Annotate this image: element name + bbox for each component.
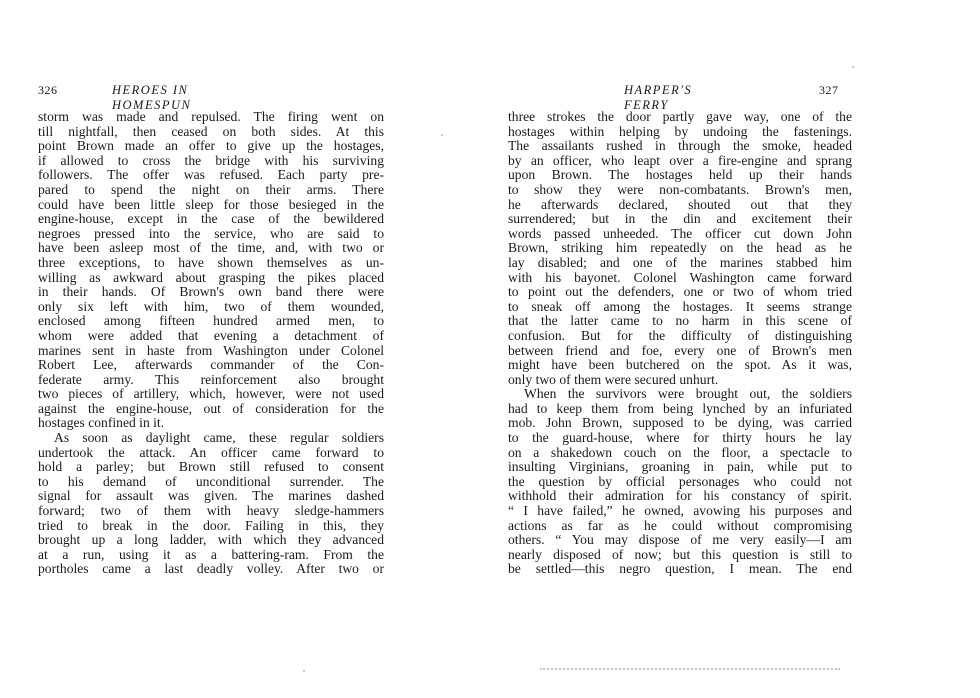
text-line: “ I have failed,” he owned, avowing his purposes and (508, 503, 852, 519)
scan-speck (852, 66, 854, 68)
text-line: negroes pressed into the service, who are said to (38, 225, 384, 241)
left-page-body (38, 110, 384, 577)
text-line: point Brown made an offer to give up the hostages, (38, 138, 384, 154)
running-head: HARPER'S FERRY (624, 83, 693, 112)
text-line: federate army. This reinforcement also brought (38, 371, 384, 387)
text-line: withhold their admiration for his constancy of spirit. (508, 488, 852, 504)
text-line: only two of them were secured unhurt. (508, 371, 719, 387)
text-line: Brown, striking him repeatedly on the head as he (508, 240, 852, 256)
text-line: that the latter came to no harm in this scene of (508, 313, 852, 329)
text-line: The assailants rushed in through the smoke, headed (508, 138, 852, 154)
text-line: against the engine-house, out of consideration for the (38, 400, 384, 416)
text-line: if allowed to cross the bridge with his surviving (38, 152, 384, 168)
text-line: have been asleep most of the time, and, with two or (38, 240, 384, 256)
text-line: whom were added that evening a detachment of (38, 327, 384, 343)
text-line: to show they were non-combatants. Brown's men, (508, 181, 852, 197)
text-line: till nightfall, then ceased on both sides. At this (38, 123, 384, 139)
text-line: others. “ You may dispose of me very easily—I am (508, 532, 852, 548)
text-line: upon Brown. The hostages held up their hands (508, 167, 852, 183)
scan-speck (303, 670, 305, 672)
right-page (490, 0, 980, 698)
scan-speck (441, 134, 443, 136)
text-line: by an officer, who leapt over a fire-engine and sprang (508, 152, 852, 168)
text-line: at a run, using it as a battering-ram. From the (38, 546, 384, 562)
text-line: confusion. But for the difficulty of distinguishing (508, 327, 852, 343)
text-line: two pieces of artillery, which, however, were not used (38, 386, 384, 402)
text-line: three exceptions, to have shown themselves as un- (38, 254, 384, 270)
page-number: 326 (38, 83, 58, 97)
text-line: marines sent in haste from Washington under Colonel (38, 342, 384, 358)
text-line: in their hands. Of Brown's own band there were (38, 284, 384, 300)
text-line: between friend and foe, every one of Brown's men (508, 342, 852, 358)
running-head: HEROES IN HOMESPUN (112, 83, 192, 112)
text-line: to the guard-house, where for thirty hours he lay (508, 430, 852, 446)
text-line: willing as awkward about grasping the pikes placed (38, 269, 384, 285)
scan-smudge (540, 668, 840, 673)
text-line: he afterwards declared, shouted out that they (508, 196, 852, 212)
text-line: undertook the attack. An officer came forward to (38, 444, 384, 460)
text-line: actions as far as he could without compromising (508, 517, 852, 533)
text-line: As soon as daylight came, these regular soldiers (54, 430, 384, 446)
text-line: forward; two of them with heavy sledge-hammers (38, 503, 384, 519)
text-line: could have been little sleep for those besieged in the (38, 196, 384, 212)
text-line: tried to break in the door. Failing in this, they (38, 517, 384, 533)
text-line: three strokes the door partly gave way, one of the (508, 109, 852, 124)
text-line: to point out the defenders, one or two of whom tried (508, 284, 852, 300)
text-line: words passed unheeded. The officer cut down John (508, 225, 852, 241)
right-page-body (508, 110, 852, 577)
text-line: Robert Lee, afterwards commander of the Con- (38, 357, 384, 373)
text-line: hold a parley; but Brown still refused to consent (38, 459, 384, 475)
text-line: might have been butchered on the spot. As it was, (508, 357, 852, 373)
text-line: surrendered; but in the din and excitement their (508, 211, 852, 227)
text-line: hostages confined in it. (38, 415, 165, 431)
text-line: only six left with him, two of them wounded, (38, 298, 384, 314)
text-line: be settled—this negro question, I mean. The end (508, 561, 852, 577)
text-line: signal for assault was given. The marines dashed (38, 488, 384, 504)
text-line: the question by official personages who could not (508, 473, 852, 489)
text-line: hostages within helping by undoing the fastenings. (508, 123, 852, 139)
text-line: had to keep them from being lynched by an infuriated (508, 400, 852, 416)
page-number: 327 (819, 83, 839, 97)
text-line: storm was made and repulsed. The firing went on (38, 109, 384, 124)
text-line: followers. The offer was refused. Each party pre- (38, 167, 384, 183)
text-line: on a shakedown couch on the floor, a spectacle to (508, 444, 852, 460)
text-line: When the survivors were brought out, the soldiers (524, 386, 852, 402)
text-line: lay disabled; and one of the marines stabbed him (508, 254, 852, 270)
text-line: engine-house, except in the case of the bewildered (38, 211, 384, 227)
text-line: pared to spend the night on their arms. There (38, 181, 384, 197)
text-line: to his demand of unconditional surrender. The (38, 473, 384, 489)
text-line: mob. John Brown, supposed to be dying, was carried (508, 415, 852, 431)
text-line: portholes came a last deadly volley. After two or (38, 561, 384, 577)
text-line: insulting Virginians, groaning in pain, while put to (508, 459, 852, 475)
text-line: to sneak off among the hostages. It seems strange (508, 298, 852, 314)
text-line: with his bayonet. Colonel Washington came forward (508, 269, 852, 285)
text-line: nearly disposed of now; but this question is still to (508, 546, 852, 562)
text-line: brought up a long ladder, with which they advanced (38, 532, 384, 548)
text-line: enclosed among fifteen hundred armed men, to (38, 313, 384, 329)
